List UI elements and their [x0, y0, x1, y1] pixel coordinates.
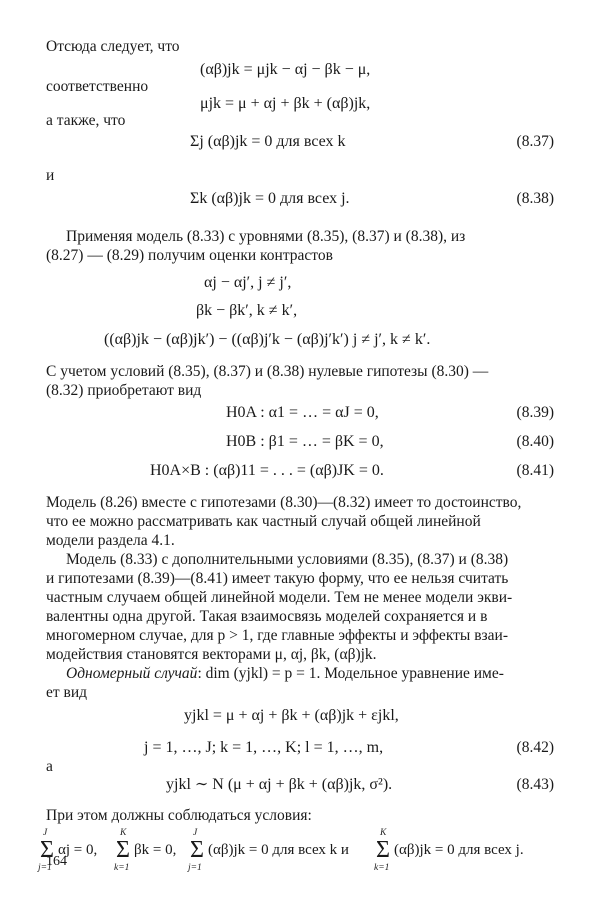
hypothesis-8-39: H0A : α1 = … = αJ = 0, [226, 404, 379, 421]
text-line: С учетом условий (8.35), (8.37) и (8.38) нулевые гипотезы (8.30) — [46, 363, 489, 380]
upper-limit: K [120, 828, 127, 838]
upper-limit: J [43, 828, 48, 838]
equation-number: (8.38) [516, 190, 554, 207]
text-line: что ее можно рассматривать как частный случай общей линейной [46, 513, 481, 530]
text-fragment: : dim (yjkl) = p = 1. Модельное уравнение име- [197, 665, 504, 682]
equation-8-42a: yjkl = μ + αj + βk + (αβ)jk + εjkl, [184, 707, 399, 724]
equation: μjk = μ + αj + βk + (αβ)jk, [200, 95, 371, 112]
text-line: Модель (8.33) с дополнительными условиями (8.35), (8.37) и (8.38) [66, 551, 509, 568]
contrast-2: βk − βk′, k ≠ k′, [196, 302, 298, 319]
equation-8-38: Σk (αβ)jk = 0 для всех j. [190, 190, 350, 207]
condition-text: αj = 0, [58, 842, 98, 858]
condition-text: (αβ)jk = 0 для всех j. [394, 842, 524, 858]
equation-number: (8.43) [516, 776, 554, 793]
equation-8-43: yjkl ∼ N (μ + αj + βk + (αβ)jk, σ²). [166, 776, 393, 793]
lower-limit: j=1 [38, 863, 52, 873]
lower-limit: k=1 [374, 863, 390, 873]
text-line: модели раздела 4.1. [46, 532, 175, 549]
condition-text: (αβ)jk = 0 для всех k и [208, 842, 349, 858]
equation-number: (8.41) [516, 462, 554, 479]
text-line: Применяя модель (8.33) с уровнями (8.35), (8.37) и (8.38), из [66, 228, 466, 245]
text-line: (8.27) — (8.29) получим оценки контрастов [46, 247, 333, 264]
text-line: а [46, 758, 53, 775]
equation: (αβ)jk = μjk − αj − βk − μ, [200, 61, 371, 78]
text-line: Отсюда следует, что [46, 38, 180, 55]
text-line: многомерном случае, для p > 1, где главные эффекты и эффекты взаи- [46, 627, 508, 644]
equation-8-37: Σj (αβ)jk = 0 для всех k [190, 133, 346, 150]
contrast-3: ((αβ)jk − (αβ)jk′) − ((αβ)j′k − (αβ)j′k′) j ≠ j′, k ≠ k′. [104, 331, 431, 348]
text-line: а также, что [46, 112, 126, 129]
upper-limit: J [193, 828, 198, 838]
equation-8-42b: j = 1, …, J; k = 1, …, K; l = 1, …, m, [144, 739, 384, 756]
upper-limit: K [380, 828, 387, 838]
text-line [66, 664, 504, 684]
page-number: 164 [46, 854, 67, 869]
sum-symbol: Σ [376, 837, 390, 863]
sum-symbol: Σ [190, 837, 204, 863]
sum-symbol: Σ [116, 837, 130, 863]
equation-number: (8.39) [516, 404, 554, 421]
text-line: ет вид [46, 684, 88, 701]
hypothesis-8-41: H0A×B : (αβ)11 = . . . = (αβ)JK = 0. [150, 462, 384, 479]
text-line: соответственно [46, 78, 149, 95]
hypothesis-8-40: H0B : β1 = … = βK = 0, [226, 433, 384, 450]
contrast-1: αj − αj′, j ≠ j′, [204, 274, 292, 291]
italic-heading: Одномерный случай [66, 665, 198, 682]
text-line: (8.32) приобретают вид [46, 382, 202, 399]
text-line: валентны одна другой. Такая взаимосвязь моделей сохраняется и в [46, 608, 488, 625]
equation-number: (8.37) [516, 133, 554, 150]
text-line: частным случаем общей линейной модели. Тем не менее модели экви- [46, 589, 513, 606]
text-line: модействия становятся векторами μ, αj, βk, (αβ)jk. [46, 646, 377, 663]
equation-number: (8.40) [516, 433, 554, 450]
text-line: и [46, 167, 55, 184]
lower-limit: k=1 [114, 863, 130, 873]
lower-limit: j=1 [188, 863, 202, 873]
condition-text: βk = 0, [134, 842, 177, 858]
sum-symbol: Σ [40, 837, 54, 863]
equation-number: (8.42) [516, 739, 554, 756]
text-line: и гипотезами (8.39)—(8.41) имеет такую форму, что ее нельзя считать [46, 570, 509, 587]
text-line: Модель (8.26) вместе с гипотезами (8.30)—(8.32) имеет то достоинство, [46, 494, 522, 511]
text-line: При этом должны соблюдаться условия: [46, 807, 312, 824]
